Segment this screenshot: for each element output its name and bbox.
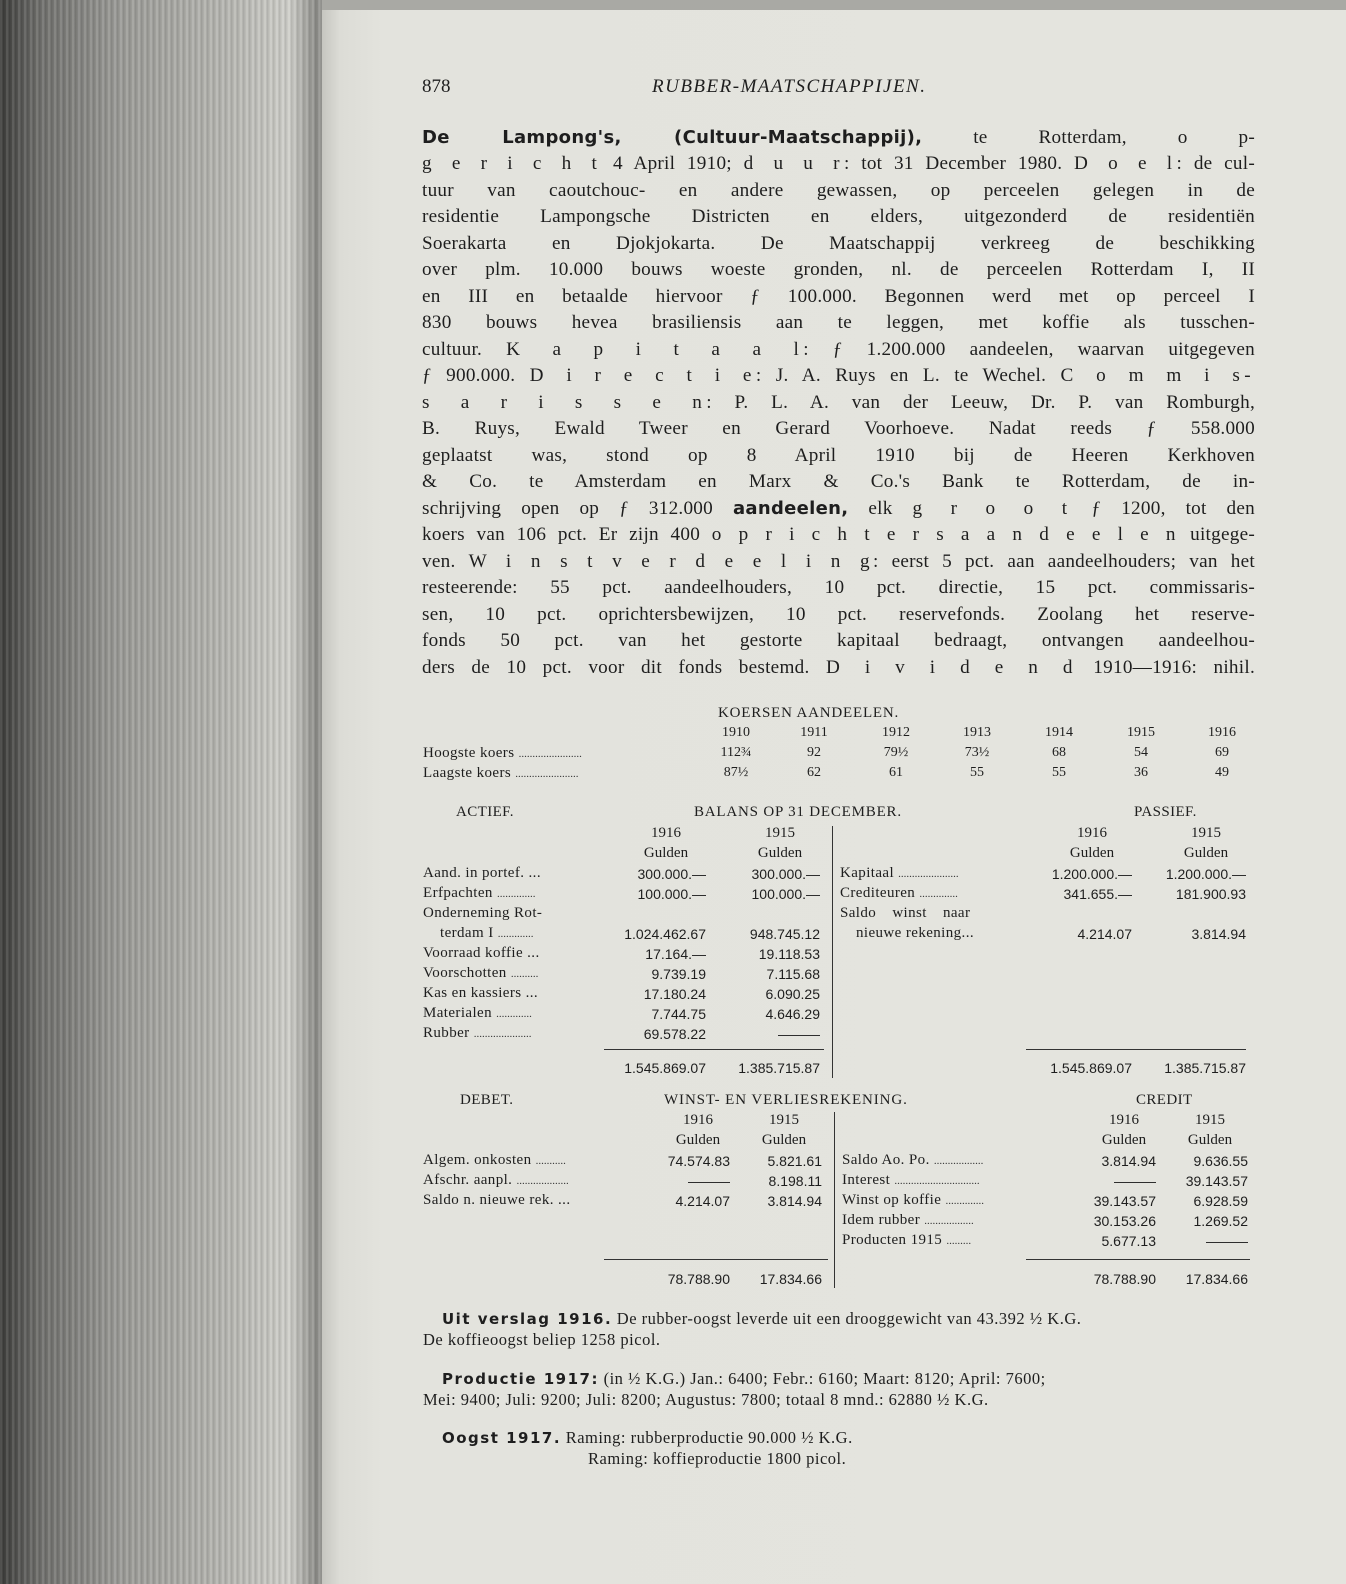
cell: 19.118.53 <box>758 946 820 962</box>
note-text: Raming: rubberproductie 90.000 ½ K.G. <box>565 1428 853 1447</box>
spaced-term: D i v i d e n d <box>825 657 1077 678</box>
book-page-edges <box>0 0 330 1584</box>
text-run: ƒ 900.000. <box>422 365 530 386</box>
text-line <box>422 498 1255 520</box>
column-divider <box>832 826 833 1078</box>
text-line: fonds 50 pct. van het gestorte kapitaal bedraagt, ontvangen aandeelhou- <box>422 630 1255 651</box>
col-unit: Gulden <box>757 845 803 861</box>
text-line: geplaatst was, stond op 8 April 1910 bij de Heeren Kerkhoven <box>422 445 1255 466</box>
cell: 300.000.— <box>637 866 706 882</box>
cell: 61 <box>889 765 903 780</box>
text-line: tuur van caoutchouc- en andere gewassen, op perceelen gelegen in de <box>422 180 1255 201</box>
text-run: 4 April 1910; <box>601 153 744 174</box>
text-line <box>422 657 1255 679</box>
text-run: ƒ 1200, tot den <box>1071 498 1255 519</box>
total-rule <box>604 1259 828 1260</box>
row-label-text: Hoogste koers <box>423 745 515 761</box>
cell: 4.214.07 <box>1077 926 1132 942</box>
row-label-text: terdam I <box>440 925 494 941</box>
cell: 9.636.55 <box>1193 1153 1248 1169</box>
text-line: resteerende: 55 pct. aandeelhouders, 10 pct. directie, 15 pct. commissaris- <box>422 577 1255 598</box>
spaced-term: D o e l <box>1074 153 1177 174</box>
cell: 74.574.83 <box>667 1153 730 1169</box>
running-title: RUBBER-MAATSCHAPPIJEN. <box>652 76 927 97</box>
verslag-line: De koffieoogst beliep 1258 picol. <box>423 1330 661 1349</box>
cell: 17.180.24 <box>643 986 706 1002</box>
total-rule <box>1026 1049 1246 1050</box>
row-label-text: Voorschotten <box>423 965 507 981</box>
text-run: : J. A. Ruys en L. te Wechel. <box>755 365 1061 386</box>
cell: 39.143.57 <box>1093 1193 1156 1209</box>
cell: 7.115.68 <box>766 966 820 982</box>
col-unit: Gulden <box>675 1132 721 1148</box>
spaced-term: C o m m i s- <box>1060 365 1255 386</box>
row-label: Kas en kassiers ... <box>423 985 539 1001</box>
row-label <box>423 765 579 782</box>
productie-line: Mei: 9400; Juli: 9200; Juli: 8200; Augustus: 7800; totaal 8 mnd.: 62880 ½ K.G. <box>423 1390 989 1409</box>
cell: ——— <box>1206 1233 1248 1249</box>
total-cell: 1.545.869.07 <box>1050 1060 1132 1076</box>
leader-dots: .......... <box>510 968 539 980</box>
cell: 3.814.94 <box>1101 1153 1156 1169</box>
balans-title: BALANS OP 31 DECEMBER. <box>694 804 902 820</box>
cell: 100.000.— <box>637 886 706 902</box>
bold-term: aandeelen, <box>732 498 849 519</box>
company-name: De Lampong's, (Cultuur-Maatschappij), <box>422 127 923 148</box>
text-run: schrijving open op ƒ 312.000 <box>422 498 733 519</box>
cell: 55 <box>970 765 984 780</box>
leader-dots: .............. <box>919 888 958 900</box>
row-label <box>423 1152 566 1169</box>
row-label <box>842 1212 974 1229</box>
row-label <box>423 965 538 982</box>
text-run: cultuur. <box>422 339 507 360</box>
row-label: Saldo winst naar <box>840 905 971 921</box>
text-run: ders de 10 pct. voor dit fonds bestemd. <box>422 657 826 678</box>
row-label <box>842 1172 980 1189</box>
text-line <box>422 551 1255 573</box>
year-header: 1912 <box>882 725 910 740</box>
row-label-text: Idem rubber <box>842 1212 921 1228</box>
cell: 3.814.94 <box>1191 926 1246 942</box>
text-line: sen, 10 pct. oprichtersbewijzen, 10 pct. reservefonds. Zoolang het reserve- <box>422 604 1255 625</box>
col-year: 1915 <box>769 1112 799 1128</box>
cell: 3.814.94 <box>767 1193 822 1209</box>
koersen-title: KOERSEN AANDEELEN. <box>718 705 900 721</box>
total-cell: 17.834.66 <box>759 1271 822 1287</box>
cell: 1.200.000.— <box>1051 866 1132 882</box>
row-label-text: Erfpachten <box>423 885 493 901</box>
col-unit: Gulden <box>761 1132 807 1148</box>
cell: 87½ <box>723 765 749 780</box>
cell: 36 <box>1134 765 1148 780</box>
note-lead: Oogst 1917. <box>442 1429 562 1447</box>
cell: 6.928.59 <box>1193 1193 1248 1209</box>
cell: 112¾ <box>720 745 752 760</box>
cell: 55 <box>1052 765 1066 780</box>
total-cell: 78.788.90 <box>1093 1271 1156 1287</box>
row-label: Saldo n. nieuwe rek. ... <box>423 1192 571 1208</box>
cell: 100.000.— <box>751 886 820 902</box>
text-run: ven. <box>422 551 469 572</box>
row-label <box>423 1172 569 1189</box>
row-label-text: Crediteuren <box>840 885 916 901</box>
leader-dots: ............................... <box>894 1175 980 1187</box>
note-text: De rubber-oogst leverde uit een drooggewicht van 43.392 ½ K.G. <box>616 1309 1082 1328</box>
total-cell: 1.385.715.87 <box>1164 1060 1246 1076</box>
row-label <box>423 1025 531 1042</box>
col-year: 1915 <box>1191 825 1221 841</box>
row-label <box>842 1192 984 1209</box>
row-label <box>842 1152 983 1169</box>
cell: 54 <box>1134 745 1148 760</box>
total-cell: 1.385.715.87 <box>738 1060 820 1076</box>
row-label-text: Materialen <box>423 1005 492 1021</box>
leader-dots: ..................... <box>473 1028 532 1040</box>
cell: 1.024.462.67 <box>624 926 706 942</box>
row-label <box>423 745 582 762</box>
text-run: 1910—1916: nihil. <box>1076 657 1255 678</box>
cell: 181.900.93 <box>1175 886 1246 902</box>
year-header: 1910 <box>722 725 750 740</box>
leader-dots: .............. <box>496 888 536 900</box>
text-line: 830 bouws hevea brasiliensis aan te leggen, met koffie als tusschen- <box>422 312 1255 333</box>
text-line <box>422 153 1255 175</box>
text-run: : P. L. A. van der Leeuw, Dr. P. van Romburgh, <box>706 392 1255 413</box>
col-year: 1915 <box>765 825 795 841</box>
note-lead: Uit verslag 1916. <box>442 1310 613 1328</box>
cell: 73½ <box>964 745 990 760</box>
column-divider <box>834 1112 835 1288</box>
row-label-text: Winst op koffie <box>842 1192 942 1208</box>
row-label-text: Saldo Ao. Po. <box>842 1152 930 1168</box>
note-lead: Productie 1917: <box>442 1370 599 1388</box>
col-unit: Gulden <box>1187 1132 1233 1148</box>
row-label-text: Rubber <box>423 1025 470 1041</box>
col-year: 1915 <box>1195 1112 1225 1128</box>
text-run: : de cul- <box>1176 153 1255 174</box>
year-header: 1915 <box>1127 725 1155 740</box>
leader-dots: ......... <box>946 1235 972 1247</box>
row-label-text: Afschr. aanpl. <box>423 1172 513 1188</box>
text-line: Soerakarta en Djokjokarta. De Maatschappij verkreeg de beschikking <box>422 233 1255 254</box>
col-unit: Gulden <box>1183 845 1229 861</box>
cell: 30.153.26 <box>1093 1213 1156 1229</box>
year-header: 1916 <box>1208 725 1236 740</box>
text-line: residentie Lampongsche Districten en elders, uitgezonderd de residentiën <box>422 206 1255 227</box>
spaced-term: K a p i t a a l <box>506 339 804 360</box>
spaced-term: g r o o t <box>912 498 1072 519</box>
year-header: 1911 <box>800 725 828 740</box>
text-run: : ƒ 1.200.000 aandeelen, waarvan uitgegeven <box>803 339 1255 360</box>
cell: 1.200.000.— <box>1165 866 1246 882</box>
cell: 9.739.19 <box>651 966 706 982</box>
cell: 300.000.— <box>751 866 820 882</box>
row-label: nieuwe rekening... <box>856 925 974 941</box>
text-line <box>422 392 1255 414</box>
row-label <box>423 1005 532 1022</box>
text-line: en III en betaalde hiervoor ƒ 100.000. Begonnen werd met op perceel I <box>422 286 1255 307</box>
leader-dots: .................. <box>924 1215 974 1227</box>
cell: 39.143.57 <box>1185 1173 1248 1189</box>
text-run: koers van 106 pct. Er zijn 400 <box>422 524 712 545</box>
cell: 79½ <box>883 745 909 760</box>
leader-dots: ...................... <box>898 868 959 880</box>
page-number: 878 <box>422 76 451 97</box>
leader-dots: .................. <box>933 1155 984 1167</box>
cell: 68 <box>1052 745 1066 760</box>
cell: ——— <box>688 1173 730 1189</box>
text-line <box>422 339 1255 361</box>
note-text: (in ½ K.G.) Jan.: 6400; Febr.: 6160; Maart: 8120; April: 7600; <box>603 1369 1046 1388</box>
total-cell: 78.788.90 <box>667 1271 730 1287</box>
actief-heading: ACTIEF. <box>456 804 514 820</box>
text-run: uitgege- <box>1178 524 1255 545</box>
spaced-term: o p r i c h t e r s a a n d e e l e n <box>711 524 1179 545</box>
oogst-line: Raming: koffieproductie 1800 picol. <box>588 1449 847 1468</box>
text-line <box>422 127 1255 149</box>
text-line: & Co. te Amsterdam en Marx & Co.'s Bank te Rotterdam, de in- <box>422 471 1255 492</box>
cell: 5.677.13 <box>1101 1233 1156 1249</box>
row-label: Voorraad koffie ... <box>423 945 540 961</box>
leader-dots: ....................... <box>515 768 579 780</box>
row-label <box>440 925 534 942</box>
col-year: 1916 <box>1109 1112 1139 1128</box>
cell: 7.744.75 <box>651 1006 706 1022</box>
text-line <box>422 365 1255 387</box>
cell: ——— <box>778 1026 820 1042</box>
cell: 8.198.11 <box>768 1173 822 1189</box>
row-label: Onderneming Rot- <box>423 905 543 921</box>
spaced-term: d u u r <box>743 153 844 174</box>
total-cell: 1.545.869.07 <box>624 1060 706 1076</box>
cell: 49 <box>1215 765 1229 780</box>
row-label <box>423 885 535 902</box>
year-header: 1913 <box>963 725 991 740</box>
cell: ——— <box>1114 1173 1156 1189</box>
year-header: 1914 <box>1045 725 1073 740</box>
spaced-term: s a r i s s e n <box>422 392 707 413</box>
total-rule <box>604 1049 824 1050</box>
text-run: te Rotterdam, o p- <box>922 127 1255 148</box>
page-top-shadow <box>322 0 1346 10</box>
passief-heading: PASSIEF. <box>1134 804 1197 820</box>
leader-dots: ............. <box>496 1008 532 1020</box>
cell: 92 <box>807 745 821 760</box>
col-year: 1916 <box>683 1112 713 1128</box>
col-unit: Gulden <box>643 845 689 861</box>
row-label <box>840 865 959 882</box>
row-label-text: Interest <box>842 1172 891 1188</box>
winst-title: WINST- EN VERLIESREKENING. <box>664 1092 908 1108</box>
text-run: : tot 31 December 1980. <box>843 153 1075 174</box>
leader-dots: ................... <box>516 1175 569 1187</box>
productie-line <box>442 1369 1046 1389</box>
text-run: : eerst 5 pct. aan aandeelhouders; van het <box>872 551 1255 572</box>
text-line: B. Ruys, Ewald Tweer en Gerard Voorhoeve. Nadat reeds ƒ 558.000 <box>422 418 1255 439</box>
cell: 1.269.52 <box>1193 1213 1248 1229</box>
cell: 4.214.07 <box>675 1193 730 1209</box>
leader-dots: ............. <box>497 928 534 940</box>
cell: 341.655.— <box>1063 886 1132 902</box>
cell: 17.164.— <box>645 946 706 962</box>
leader-dots: ........... <box>535 1155 566 1167</box>
cell: 4.646.29 <box>765 1006 820 1022</box>
row-label <box>840 885 958 902</box>
total-rule <box>1026 1259 1250 1260</box>
leader-dots: .............. <box>945 1195 984 1207</box>
cell: 62 <box>807 765 821 780</box>
debet-heading: DEBET. <box>460 1092 514 1108</box>
spaced-term: W i n s t v e r d e e l i n g <box>468 551 873 572</box>
cell: 5.821.61 <box>767 1153 822 1169</box>
cell: 6.090.25 <box>765 986 820 1002</box>
verslag-line <box>442 1309 1081 1329</box>
total-cell: 17.834.66 <box>1185 1271 1248 1287</box>
row-label-text: Kapitaal <box>840 865 895 881</box>
text-run: elk <box>848 498 913 519</box>
spaced-term: D i r e c t i e <box>529 365 756 386</box>
credit-heading: CREDIT <box>1136 1092 1193 1108</box>
row-label: Aand. in portef. ... <box>423 865 541 881</box>
text-line: over plm. 10.000 bouws woeste gronden, nl. de perceelen Rotterdam I, II <box>422 259 1255 280</box>
oogst-line <box>442 1428 853 1448</box>
spaced-term: g e r i c h t <box>422 153 602 174</box>
row-label <box>842 1232 971 1249</box>
leader-dots: ....................... <box>518 748 582 760</box>
row-label-text: Laagste koers <box>423 765 512 781</box>
col-year: 1916 <box>651 825 681 841</box>
row-label-text: Algem. onkosten <box>423 1152 532 1168</box>
cell: 69 <box>1215 745 1229 760</box>
cell: 69.578.22 <box>643 1026 706 1042</box>
col-unit: Gulden <box>1069 845 1115 861</box>
col-year: 1916 <box>1077 825 1107 841</box>
col-unit: Gulden <box>1101 1132 1147 1148</box>
cell: 948.745.12 <box>749 926 820 942</box>
row-label-text: Producten 1915 <box>842 1232 943 1248</box>
text-line <box>422 524 1255 546</box>
